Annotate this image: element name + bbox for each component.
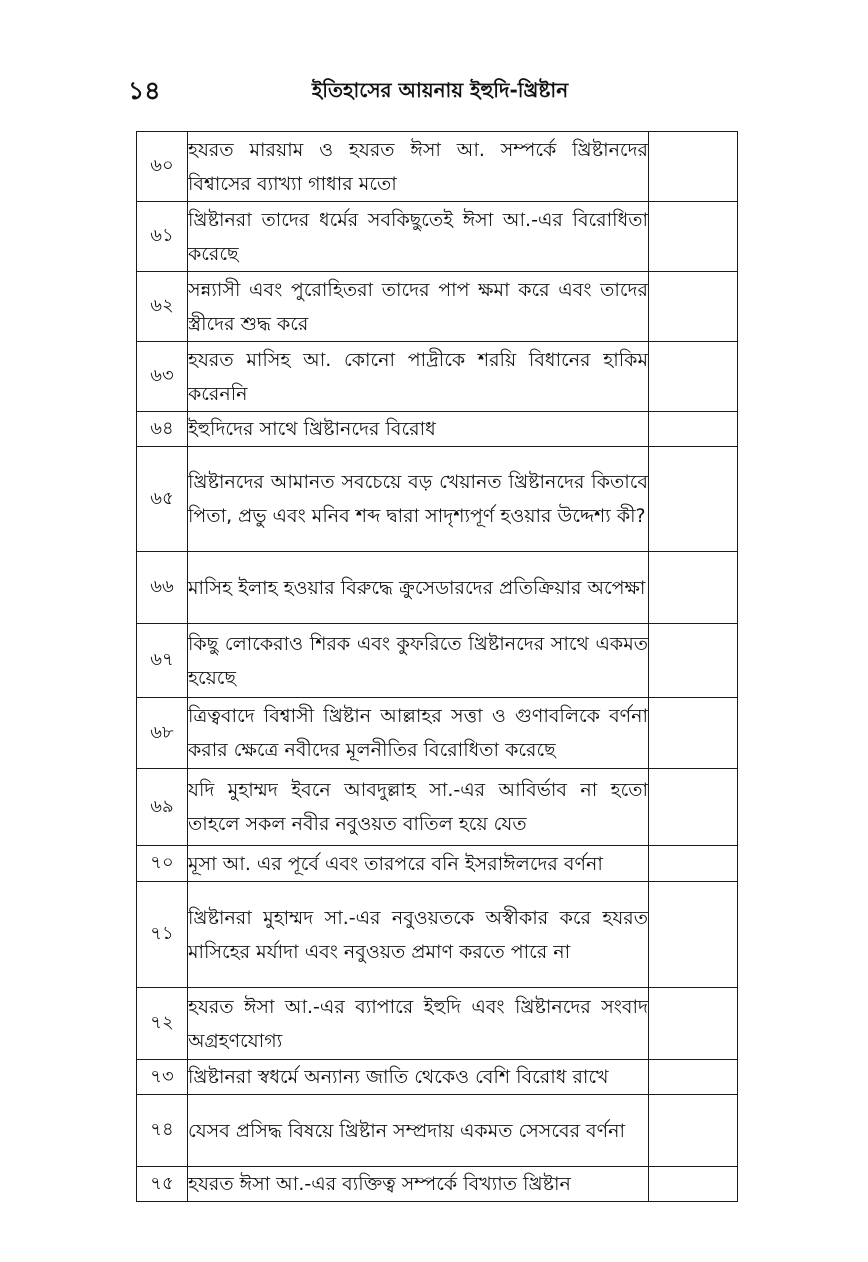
- table-row: [137, 624, 738, 698]
- table-row: [137, 698, 738, 769]
- page-ref-cell: [649, 412, 738, 447]
- item-number: ৬৫: [137, 447, 188, 552]
- page-ref-cell: [649, 988, 738, 1060]
- table-row: [137, 447, 738, 552]
- item-title: কিছু লোকেরাও শিরক এবং কুফরিতে খ্রিষ্টানদের সাথে একমত হয়েছে: [188, 624, 649, 698]
- item-number: ৬৪: [137, 412, 188, 447]
- item-title: হযরত মারয়াম ও হযরত ঈসা আ. সম্পর্কে খ্রিষ্টানদের বিশ্বাসের ব্যাখ্যা গাধার মতো: [188, 132, 649, 202]
- table-row: [137, 412, 738, 447]
- page-ref-cell: [649, 1060, 738, 1095]
- page-ref-cell: [649, 552, 738, 624]
- page-ref-cell: [649, 882, 738, 988]
- item-number: ৭৫: [137, 1167, 188, 1202]
- table-row: [137, 202, 738, 272]
- page-ref-cell: [649, 624, 738, 698]
- item-title: হযরত ঈসা আ.-এর ব্যাপারে ইহুদি এবং খ্রিষ্টানদের সংবাদ অগ্রহণযোগ্য: [188, 988, 649, 1060]
- item-title: খ্রিষ্টানদের আমানত সবচেয়ে বড় খেয়ানত খ্রিষ্টানদের কিতাবে পিতা, প্রভু এবং মনিব শব্দ দ্বারা সাদৃশ্যপূর্ণ হওয়ার উদ্দেশ্য কী?: [188, 447, 649, 552]
- item-number: ৬০: [137, 132, 188, 202]
- item-number: ৬৩: [137, 342, 188, 412]
- page-ref-cell: [649, 132, 738, 202]
- table-row: [137, 552, 738, 624]
- item-title: যেসব প্রসিদ্ধ বিষয়ে খ্রিষ্টান সম্প্রদায় একমত সেসবের বর্ণনা: [188, 1095, 649, 1167]
- item-title: সন্ন্যাসী এবং পুরোহিতরা তাদের পাপ ক্ষমা করে এবং তাদের স্ত্রীদের শুদ্ধ করে: [188, 272, 649, 342]
- page-number: ১৪: [128, 76, 161, 105]
- page-ref-cell: [649, 1095, 738, 1167]
- table-row: [137, 769, 738, 846]
- item-title: খ্রিষ্টানরা তাদের ধর্মের সবকিছুতেই ঈসা আ.-এর বিরোধিতা করেছে: [188, 202, 649, 272]
- page-ref-cell: [649, 342, 738, 412]
- page-ref-cell: [649, 698, 738, 769]
- table-row: [137, 132, 738, 202]
- item-title: খ্রিষ্টানরা স্বধর্মে অন্যান্য জাতি থেকেও বেশি বিরোধ রাখে: [188, 1060, 649, 1095]
- table-row: [137, 1095, 738, 1167]
- item-number: ৭৩: [137, 1060, 188, 1095]
- page-ref-cell: [649, 272, 738, 342]
- table-row: [137, 988, 738, 1060]
- item-number: ৭১: [137, 882, 188, 988]
- item-number: ৬৯: [137, 769, 188, 846]
- item-title: হযরত ঈসা আ.-এর ব্যক্তিত্ব সম্পর্কে বিখ্যাত খ্রিষ্টান: [188, 1167, 649, 1202]
- item-title: মূসা আ. এর পূর্বে এবং তারপরে বনি ইসরাঈলদের বর্ণনা: [188, 846, 649, 882]
- item-title: ইহুদিদের সাথে খ্রিষ্টানদের বিরোধ: [188, 412, 649, 447]
- item-number: ৬৮: [137, 698, 188, 769]
- contents-table: [136, 131, 738, 1202]
- item-number: ৭০: [137, 846, 188, 882]
- item-title: হযরত মাসিহ আ. কোনো পাদ্রীকে শরয়ি বিধানের হাকিম করেননি: [188, 342, 649, 412]
- page-ref-cell: [649, 202, 738, 272]
- running-header-title: ইতিহাসের আয়নায় ইহুদি-খ্রিষ্টান: [311, 78, 569, 102]
- item-title: ত্রিত্ববাদে বিশ্বাসী খ্রিষ্টান আল্লাহর সত্তা ও গুণাবলিকে বর্ণনা করার ক্ষেত্রে নবীদের মূলনীতির বিরোধিতা করেছে: [188, 698, 649, 769]
- item-title: মাসিহ ইলাহ হওয়ার বিরুদ্ধে ক্রুসেডারদের প্রতিক্রিয়ার অপেক্ষা: [188, 552, 649, 624]
- table-row: [137, 882, 738, 988]
- table-row: [137, 1060, 738, 1095]
- item-number: ৬৬: [137, 552, 188, 624]
- table-row: [137, 342, 738, 412]
- page-ref-cell: [649, 769, 738, 846]
- table-row: [137, 1167, 738, 1202]
- item-number: ৬৭: [137, 624, 188, 698]
- item-number: ৬১: [137, 202, 188, 272]
- page-ref-cell: [649, 447, 738, 552]
- page-ref-cell: [649, 846, 738, 882]
- item-title: খ্রিষ্টানরা মুহাম্মদ সা.-এর নবুওয়তকে অস্বীকার করে হযরত মাসিহের মর্যাদা এবং নবুওয়ত প্রমাণ করতে পারে না: [188, 882, 649, 988]
- table-row: [137, 272, 738, 342]
- item-title: যদি মুহাম্মদ ইবনে আবদুল্লাহ সা.-এর আবির্ভাব না হতো তাহলে সকল নবীর নবুওয়ত বাতিল হয়ে যেত: [188, 769, 649, 846]
- item-number: ৬২: [137, 272, 188, 342]
- page-ref-cell: [649, 1167, 738, 1202]
- item-number: ৭৪: [137, 1095, 188, 1167]
- table-row: [137, 846, 738, 882]
- item-number: ৭২: [137, 988, 188, 1060]
